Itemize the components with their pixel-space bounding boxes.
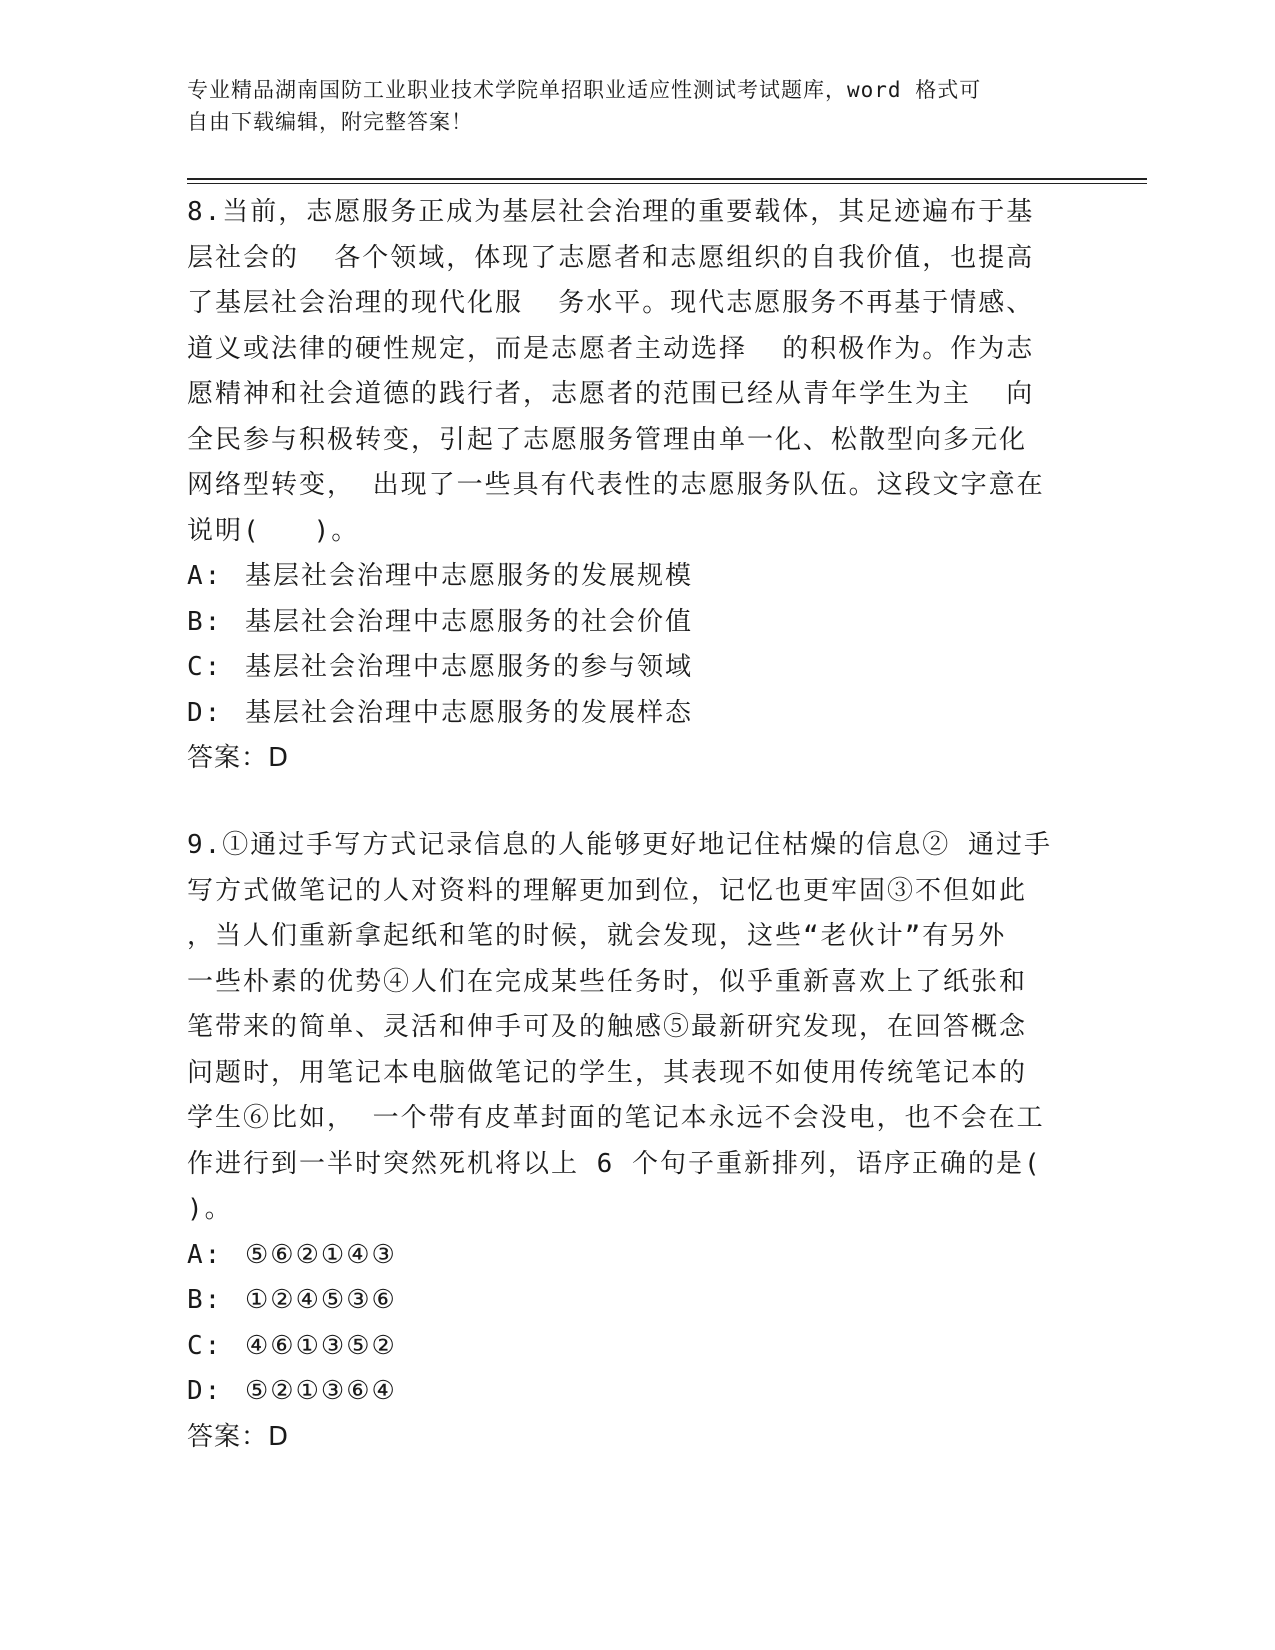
option-c [187, 1324, 1087, 1370]
option-a [187, 554, 1087, 600]
stem-line: )。 [187, 1194, 233, 1224]
stem-line: 了基层社会治理的现代化服 务水平。现代志愿服务不再基于情感、 [187, 288, 1035, 318]
header-line: 专业精品湖南国防工业职业技术学院单招职业适应性测试考试题库，word 格式可 [187, 78, 982, 102]
option-letter: D: [187, 1376, 223, 1406]
header-divider-thick [187, 178, 1147, 180]
option-b [187, 1278, 1087, 1324]
option-d [187, 1369, 1087, 1415]
stem-line: 作进行到一半时突然死机将以上 6 个句子重新排列，语序正确的是( [187, 1148, 1042, 1179]
stem-line: 笔带来的简单、灵活和伸手可及的触感⑤最新研究发现，在回答概念 [187, 1012, 1028, 1042]
option-text: ⑤②①③⑥④ [245, 1376, 397, 1406]
option-text: ⑤⑥②①④③ [245, 1239, 397, 1270]
answer-line: 答案：D [187, 743, 290, 773]
question-9 [187, 823, 1087, 1460]
stem-line: 一些朴素的优势④人们在完成某些任务时，似乎重新喜欢上了纸张和 [187, 966, 1028, 997]
option-letter: A: [187, 1239, 223, 1270]
option-a [187, 1233, 1087, 1279]
option-c [187, 645, 1087, 691]
option-letter: A: [187, 561, 223, 591]
option-d [187, 691, 1087, 737]
question-stem [187, 190, 1087, 554]
option-text: 基层社会治理中志愿服务的发展样态 [245, 697, 694, 728]
stem-line: 问题时，用笔记本电脑做笔记的学生，其表现不如使用传统笔记本的 [187, 1057, 1028, 1088]
answer-line: 答案：D [187, 1421, 290, 1452]
option-letter: C: [187, 1330, 223, 1361]
option-letter: B: [187, 1285, 223, 1315]
option-list [187, 554, 1087, 736]
stem-line: 层社会的 各个领域，体现了志愿者和志愿组织的自我价值，也提高 [187, 242, 1035, 273]
stem-line: 学生⑥比如， 一个带有皮革封面的笔记本永远不会没电，也不会在工 [187, 1103, 1045, 1133]
option-b [187, 600, 1087, 646]
option-letter: B: [187, 606, 223, 637]
stem-line: 愿精神和社会道德的践行者，志愿者的范围已经从青年学生为主 向 [187, 379, 1035, 409]
stem-line: 说明( )。 [187, 515, 360, 546]
option-list [187, 1233, 1087, 1415]
header-divider-thin [187, 183, 1147, 184]
option-text: 基层社会治理中志愿服务的发展规模 [245, 561, 694, 591]
option-text: ④⑥①③⑤② [245, 1330, 397, 1361]
option-letter: C: [187, 652, 223, 682]
stem-line: 写方式做笔记的人对资料的理解更加到位，记忆也更牢固③不但如此 [187, 875, 1028, 906]
option-text: 基层社会治理中志愿服务的参与领域 [245, 652, 694, 682]
document-header [187, 74, 1067, 138]
stem-line: 8.当前，志愿服务正成为基层社会治理的重要载体，其足迹遍布于基 [187, 197, 1035, 227]
question-8 [187, 190, 1087, 782]
option-text: 基层社会治理中志愿服务的社会价值 [245, 606, 694, 637]
stem-line: 全民参与积极转变，引起了志愿服务管理由单一化、松散型向多元化 [187, 424, 1028, 455]
question-stem [187, 823, 1087, 1233]
stem-line: ，当人们重新拿起纸和笔的时候，就会发现，这些“老伙计”有另外 [187, 921, 1007, 951]
stem-line: 网络型转变， 出现了一些具有代表性的志愿服务队伍。这段文字意在 [187, 470, 1045, 500]
stem-line: 9.①通过手写方式记录信息的人能够更好地记住枯燥的信息② 通过手 [187, 830, 1052, 860]
option-letter: D: [187, 697, 223, 728]
header-line: 自由下载编辑，附完整答案！ [187, 110, 473, 134]
option-text: ①②④⑤③⑥ [245, 1285, 397, 1315]
stem-line: 道义或法律的硬性规定，而是志愿者主动选择 的积极作为。作为志 [187, 333, 1035, 364]
